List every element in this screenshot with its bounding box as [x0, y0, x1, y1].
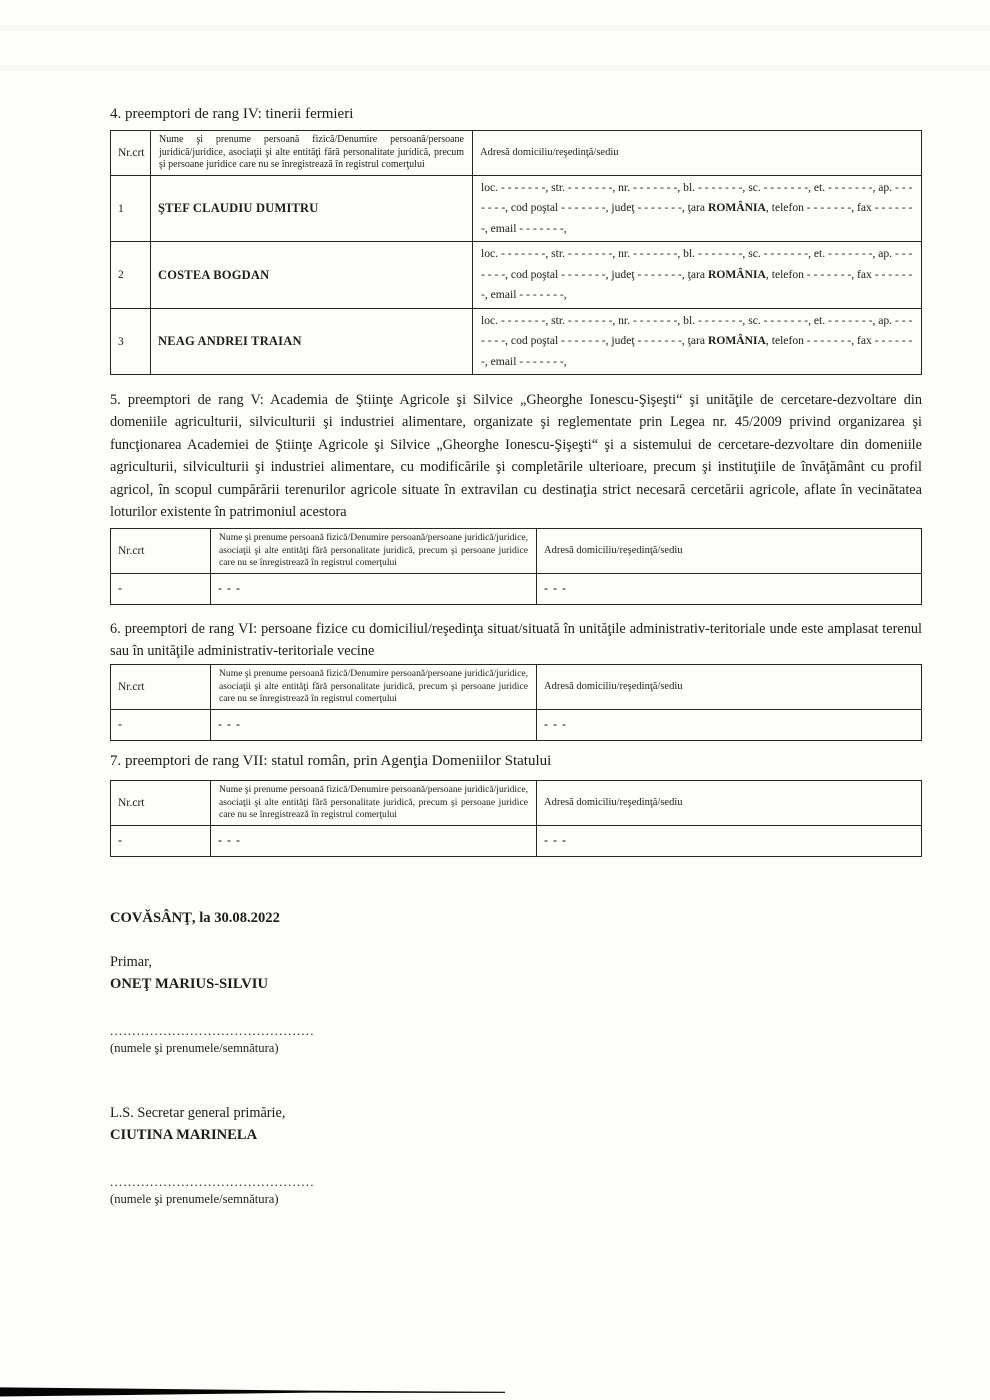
col-header-address: Adresă domiciliu/reşedinţă/sediu [473, 131, 922, 176]
rang5-header-row [111, 529, 922, 574]
empty-name: - - - [211, 825, 537, 856]
empty-address: - - - [537, 573, 922, 604]
section6-paragraph: 6. preemptori de rang VI: persoane fizice cu domiciliul/reşedinţa situat/situată în unităţile administrativ-teritoriale unde este amplasat terenul sau în unităţile administrativ-teritoriale vecine [110, 621, 922, 660]
preemptor-address [473, 308, 922, 375]
section7-title: 7. preemptori de rang VII: statul român, prin Agenţia Domeniilor Statului [110, 753, 552, 769]
signature-dotted-line: .............................................. [110, 1174, 315, 1189]
address-text: loc. - - - - - - -, str. - - - - - - -, nr. - - - - - - -, bl. - - - - - - -, sc. - - - - - - -, et. - - - - - - -, ap. - - - - - - -, cod poştal - - - - - - -, judeţ - - - - - - -, ţara [481, 247, 913, 281]
address-text: loc. - - - - - - -, str. - - - - - - -, nr. - - - - - - -, bl. - - - - - - -, sc. - - - - - - -, et. - - - - - - -, ap. - - - - - - -, cod poştal - - - - - - -, judeţ - - - - - - -, ţara [481, 313, 913, 348]
signature-caption: (numele şi prenumele/semnătura) [110, 1041, 279, 1055]
empty-address: - - - [537, 825, 922, 856]
scan-noise-top [0, 25, 990, 105]
scan-artifact-bottom [0, 1386, 505, 1397]
col-header-address: Adresă domiciliu/reşedinţă/sediu [537, 529, 922, 574]
section5-paragraph: 5. preemptori de rang V: Academia de Ştiinţe Agricole şi Silvice „Gheorghe Ionescu-Şişeşti“ şi unităţile de cercetare-dezvoltare din domeniile agriculturii, silviculturii şi industriei alimentare, organizate şi reglementate prin Legea nr. 45/2009 privind organizarea şi funcţionarea Academiei de Ştiinţe Agricole şi Silvice „Gheorghe Ionescu-Şişeşti“ şi a sistemului de cercetare-dezvoltare din domeniile agriculturii, silviculturii şi industriei alimentare, cu modificările şi completările ulterioare, precum şi instituţiile de învăţământ cu profil agricol, în scopul cumpărării terenurilor agricole situate în extravilan cu destinaţia strict necesară cercetării agricole, aflate în vecinătatea loturilor existente în patrimoniul acestora [110, 392, 922, 521]
col-header-name: Nume şi prenume persoană fizică/Denumire persoană/persoane juridică/juridice, asociaţii şi alte entităţi fără personalitate juridică, precum şi persoane juridice care nu se înregistrează în registrul comerţului [211, 665, 537, 710]
row-number: 2 [111, 242, 151, 309]
col-header-name: Nume şi prenume persoană fizică/Denumire persoană/persoane juridică/juridice, asociaţii şi alte entităţi fără personalitate juridică, precum şi persoane juridice care nu se înregistrează în registrul comerţului [211, 781, 537, 826]
col-header-nrcrt: Nr.crt [111, 131, 151, 176]
empty-number: - [111, 825, 211, 856]
empty-number: - [111, 573, 211, 604]
empty-address: - - - [537, 709, 922, 740]
table-row [111, 175, 922, 242]
table-row [111, 308, 922, 375]
address-country: ROMÂNIA [707, 267, 766, 281]
signature-section [110, 910, 922, 1207]
col-header-address: Adresă domiciliu/reşedinţă/sediu [537, 665, 922, 710]
mayor-name: ONEŢ MARIUS-SILVIU [110, 976, 269, 992]
rang4-table [110, 130, 922, 375]
address-text: loc. - - - - - - -, str. - - - - - - -, nr. - - - - - - -, bl. - - - - - - -, sc. - - - - - - -, et. - - - - - - -, ap. - - - - - - -, cod poştal - - - - - - -, judeţ - - - - - - -, ţara [481, 180, 913, 215]
rang7-table [110, 780, 922, 857]
secretary-name: CIUTINA MARINELA [110, 1127, 258, 1143]
address-text-after: , telefon - - - - - - -, fax - - - - - - -, email - - - - - - -, [481, 267, 913, 302]
empty-name: - - - [211, 709, 537, 740]
col-header-nrcrt: Nr.crt [111, 665, 211, 710]
col-header-nrcrt: Nr.crt [111, 529, 211, 574]
rang7-header-row [111, 781, 922, 826]
address-country: ROMÂNIA [707, 201, 766, 215]
col-header-name: Nume şi prenume persoană fizică/Denumire persoană/persoane juridică/juridice, asociaţii şi alte entităţi fără personalitate juridică, precum şi persoane juridice care nu se înregistrează în registrul comerţului [211, 529, 537, 574]
col-header-nrcrt: Nr.crt [111, 781, 211, 826]
table-row-empty [111, 709, 922, 740]
table-row-empty [111, 825, 922, 856]
preemptor-address [473, 242, 922, 309]
empty-number: - [111, 709, 211, 740]
preemptor-address [473, 175, 922, 242]
section4-title: 4. preemptori de rang IV: tinerii fermieri [110, 106, 354, 122]
col-header-name: Nume şi prenume persoană fizică/Denumire persoană/persoane juridică/juridice, asociaţii şi alte entităţi fără personalitate juridică, precum şi persoane juridice care nu se înregistrează în registrul comerţului [151, 131, 473, 176]
signature-caption: (numele şi prenumele/semnătura) [110, 1192, 279, 1206]
address-text-after: , telefon - - - - - - -, fax - - - - - - -, email - - - - - - -, [481, 334, 913, 368]
rang6-header-row [111, 665, 922, 710]
signature-dotted-line: .............................................. [110, 1023, 315, 1038]
address-text-after: , telefon - - - - - - -, fax - - - - - - -, email - - - - - - -, [481, 201, 913, 235]
rang5-table [110, 528, 922, 605]
preemptor-name: ŞTEF CLAUDIU DUMITRU [151, 175, 473, 242]
table-row [111, 242, 922, 309]
rang6-table [110, 664, 922, 741]
place-and-date: COVĂSÂNŢ, la 30.08.2022 [110, 910, 280, 926]
empty-name: - - - [211, 573, 537, 604]
preemptor-name: NEAG ANDREI TRAIAN [151, 308, 473, 375]
col-header-address: Adresă domiciliu/reşedinţă/sediu [537, 781, 922, 826]
row-number: 1 [111, 175, 151, 242]
preemptor-name: COSTEA BOGDAN [151, 242, 473, 309]
table-row-empty [111, 573, 922, 604]
rang4-header-row [111, 131, 922, 176]
secretary-title: L.S. Secretar general primărie, [110, 1105, 286, 1121]
mayor-title: Primar, [110, 954, 152, 970]
row-number: 3 [111, 308, 151, 375]
address-country: ROMÂNIA [707, 334, 766, 348]
